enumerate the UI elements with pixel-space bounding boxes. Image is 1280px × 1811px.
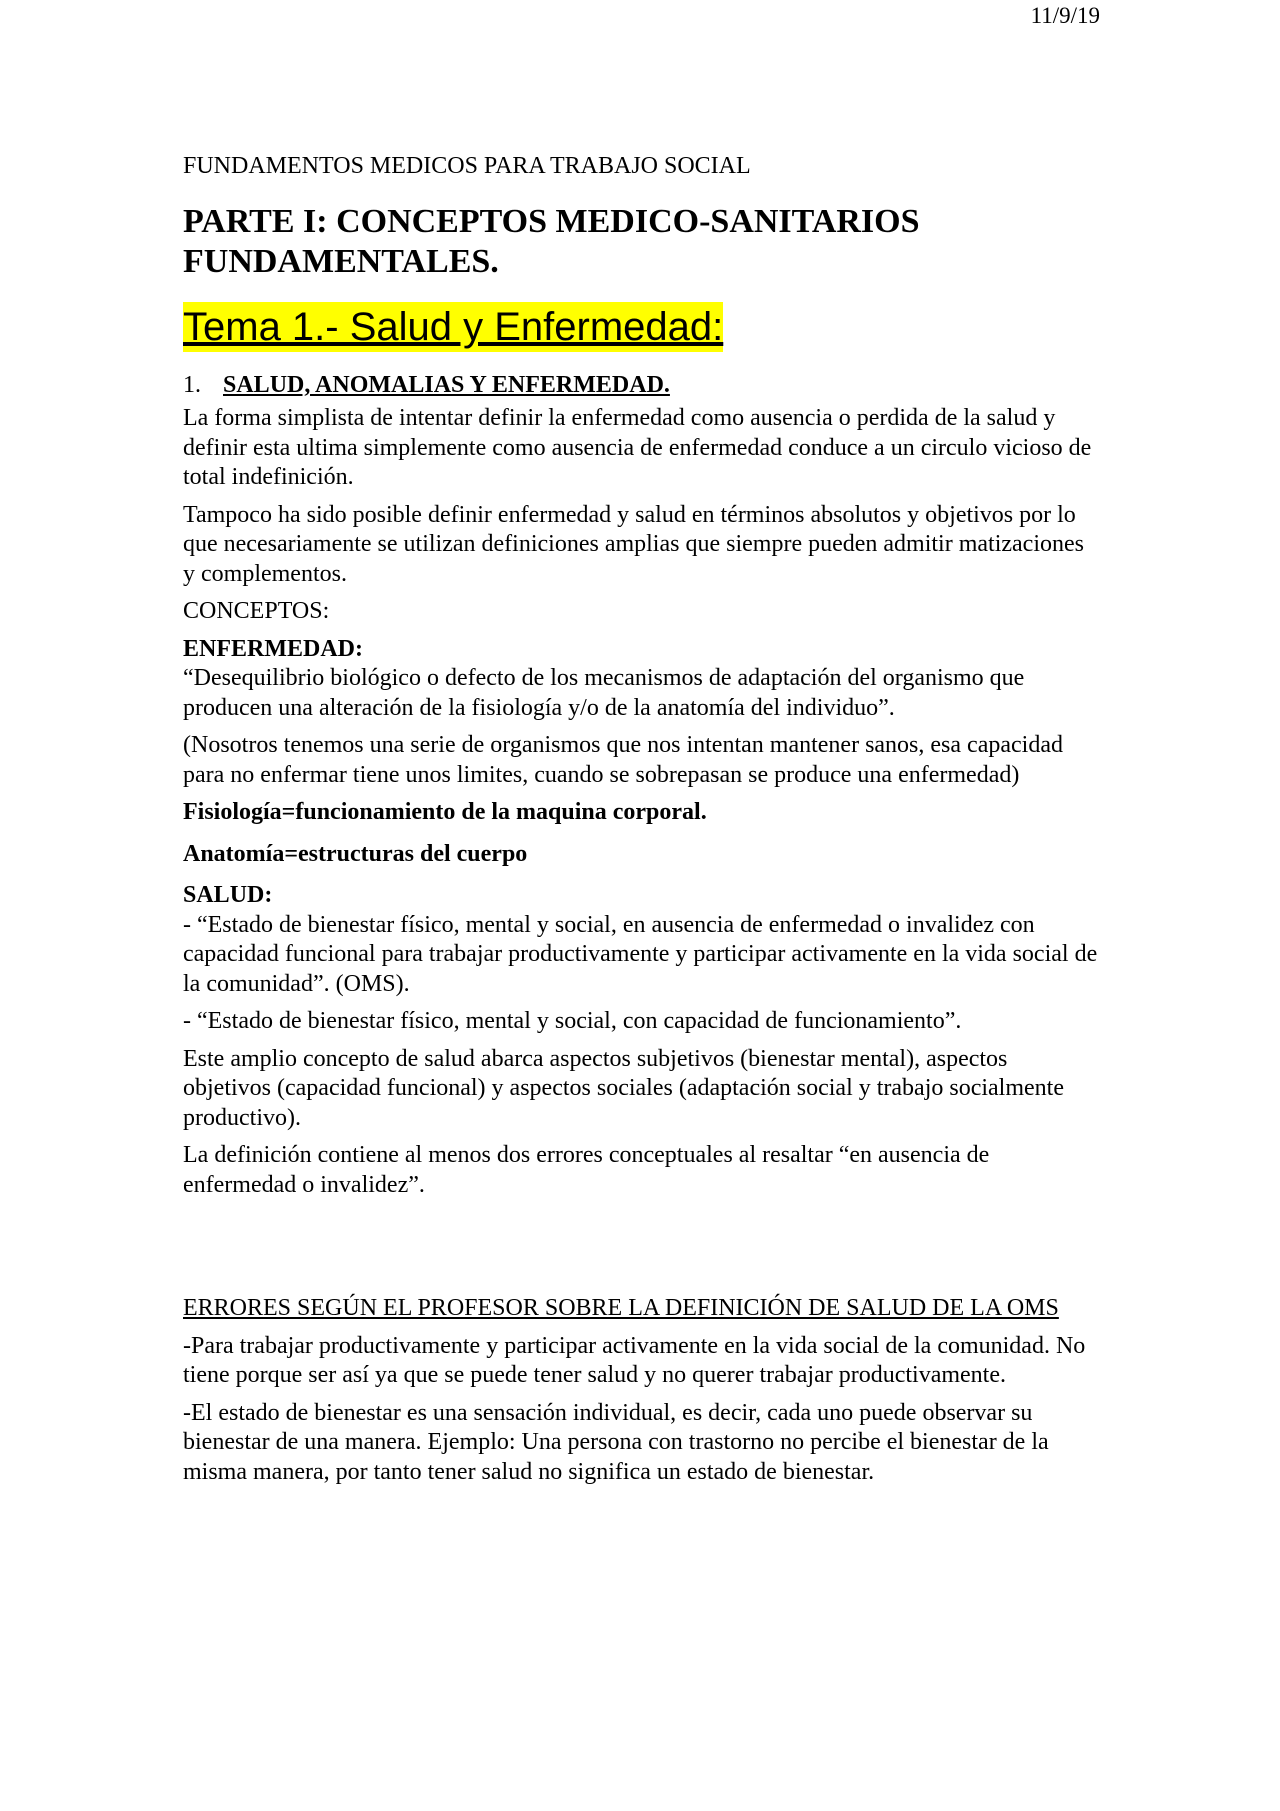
intro-paragraph-2: Tampoco ha sido posible definir enfermedad y salud en términos absolutos y objetivos por lo que necesariamente se utilizan definiciones amplias que siempre pueden admitir matizaciones y complementos. — [183, 501, 1084, 587]
salud-paragraph-1: Este amplio concepto de salud abarca aspectos subjetivos (bienestar mental), aspectos objetivos (capacidad funcional) y aspectos sociales (adaptación social y trabajo socialmente productivo). — [183, 1045, 1064, 1131]
salud-definition-1: - “Estado de bienestar físico, mental y social, en ausencia de enfermedad o invalidez con capacidad funcional para trabajar productivamente y participar activamente en la vida social de la comunidad”. (OMS). — [183, 911, 1098, 997]
errores-item-1: -Para trabajar productivamente y participar activamente en la vida social de la comunidad. No tiene porque ser así ya que se puede tener salud y no querer trabajar productivamente. — [183, 1332, 1086, 1388]
fisiologia-line: Fisiología=funcionamiento de la maquina corporal. — [183, 799, 707, 825]
salud-paragraph-2: La definición contiene al menos dos errores conceptuales al resaltar “en ausencia de enfermedad o invalidez”. — [183, 1142, 990, 1198]
section-spacer — [183, 1208, 1098, 1294]
salud-definition-2: - “Estado de bienestar físico, mental y social, con capacidad de funcionamiento”. — [183, 1008, 962, 1034]
errores-heading: ERRORES SEGÚN EL PROFESOR SOBRE LA DEFINICIÓN DE SALUD DE LA OMS — [183, 1295, 1059, 1321]
enfermedad-note: (Nosotros tenemos una serie de organismos que nos intentan mantener sanos, esa capacidad para no enfermar tiene unos limites, cuando se sobrepasan se produce una enfermedad) — [183, 732, 1063, 788]
document-date: 11/9/19 — [1030, 3, 1100, 28]
concepts-label: CONCEPTOS: — [183, 598, 330, 624]
topic-title: Tema 1.- Salud y Enfermedad: — [183, 302, 723, 352]
salud-heading: SALUD: — [183, 882, 273, 908]
part-title: PARTE I: CONCEPTOS MEDICO-SANITARIOS FUNDAMENTALES. — [183, 203, 920, 280]
anatomia-line: Anatomía=estructuras del cuerpo — [183, 840, 528, 867]
enfermedad-heading: ENFERMEDAD: — [183, 635, 363, 662]
enfermedad-definition: “Desequilibrio biológico o defecto de los mecanismos de adaptación del organismo que producen una alteración de la fisiología y/o de la anatomía del individuo”. — [183, 665, 1025, 721]
section-heading — [183, 370, 1098, 400]
section-title: SALUD, ANOMALIAS Y ENFERMEDAD. — [223, 372, 670, 398]
errores-item-2: -El estado de bienestar es una sensación individual, es decir, cada uno puede observar su bienestar de una manera. Ejemplo: Una persona con trastorno no percibe el bienestar de la misma manera, por tanto tener salud no significa un estado de bienestar. — [183, 1399, 1049, 1485]
course-title: FUNDAMENTOS MEDICOS PARA TRABAJO SOCIAL — [183, 153, 751, 179]
intro-paragraph-1: La forma simplista de intentar definir la enfermedad como ausencia o perdida de la salud y definir esta ultima simplemente como ausencia de enfermedad conduce a un circulo vicioso de total indefinición. — [183, 405, 1092, 490]
section-number: 1. — [183, 372, 201, 398]
page-content — [183, 152, 1098, 1495]
